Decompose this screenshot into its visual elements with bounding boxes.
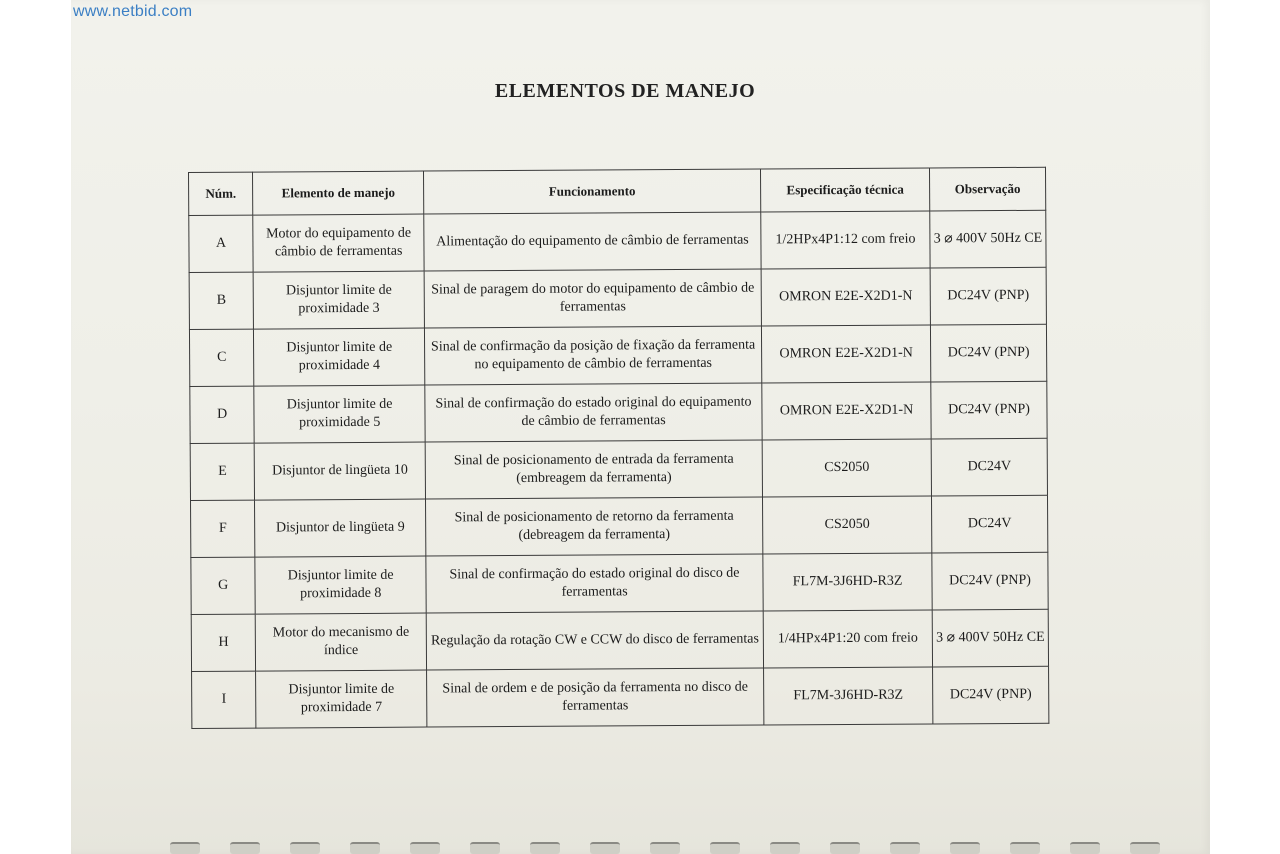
cell-elemento: Disjuntor limite de proximidade 5 xyxy=(254,385,425,443)
cell-observacao: DC24V xyxy=(932,495,1048,553)
watermark-text: www.netbid.com xyxy=(73,3,193,20)
table-row xyxy=(189,267,1046,329)
cell-observacao: 3 ⌀ 400V 50Hz CE xyxy=(932,609,1048,667)
cell-elemento: Disjuntor limite de proximidade 8 xyxy=(255,556,426,614)
table-row xyxy=(192,666,1049,728)
cell-num: C xyxy=(189,329,254,386)
cell-funcionamento: Sinal de paragem do motor do equipamento de câmbio de ferramentas xyxy=(424,269,761,328)
cell-funcionamento: Sinal de posicionamento de entrada da ferramenta (embreagem da ferramenta) xyxy=(425,440,762,499)
cell-num: H xyxy=(191,614,256,671)
cell-funcionamento: Sinal de confirmação do estado original do disco de ferramentas xyxy=(426,554,763,613)
cell-especificacao: 1/2HPx4P1:12 com freio xyxy=(761,211,930,269)
cell-observacao: DC24V (PNP) xyxy=(932,552,1048,610)
cell-num: F xyxy=(191,500,256,557)
cell-elemento: Motor do equipamento de câmbio de ferramentas xyxy=(253,214,424,272)
cell-especificacao: OMRON E2E-X2D1-N xyxy=(762,382,931,440)
table-container xyxy=(188,167,1051,729)
cell-especificacao: FL7M-3J6HD-R3Z xyxy=(763,553,932,611)
table-row xyxy=(189,210,1046,272)
cell-elemento: Disjuntor de lingüeta 10 xyxy=(254,442,425,500)
cell-observacao: DC24V (PNP) xyxy=(930,267,1046,325)
cell-num: E xyxy=(190,443,255,500)
header-observacao: Observação xyxy=(930,167,1046,211)
cell-especificacao: OMRON E2E-X2D1-N xyxy=(761,268,930,326)
cell-funcionamento: Alimentação do equipamento de câmbio de ferramentas xyxy=(424,212,761,271)
cell-especificacao: CS2050 xyxy=(763,496,932,554)
controls-table xyxy=(188,167,1049,729)
header-funcionamento: Funcionamento xyxy=(424,169,761,214)
cell-observacao: 3 ⌀ 400V 50Hz CE xyxy=(930,210,1046,268)
cell-num: A xyxy=(189,215,254,272)
cell-elemento: Disjuntor limite de proximidade 3 xyxy=(253,271,424,329)
table-row xyxy=(191,609,1048,671)
header-especificacao: Especificação técnica xyxy=(761,168,930,212)
cell-especificacao: FL7M-3J6HD-R3Z xyxy=(764,667,933,725)
cell-num: I xyxy=(192,671,257,728)
cell-num: D xyxy=(190,386,255,443)
cell-funcionamento: Sinal de confirmação do estado original do equipamento de câmbio de ferramentas xyxy=(425,383,762,442)
cell-funcionamento: Regulação da rotação CW e CCW do disco de ferramentas xyxy=(426,611,763,670)
table-header-row xyxy=(189,167,1046,215)
table-row xyxy=(190,381,1047,443)
cell-especificacao: CS2050 xyxy=(762,439,931,497)
cell-observacao: DC24V (PNP) xyxy=(931,381,1047,439)
header-num: Núm. xyxy=(189,172,254,215)
cell-funcionamento: Sinal de posicionamento de retorno da ferramenta (debreagem da ferramenta) xyxy=(426,497,763,556)
document-title: ELEMENTOS DE MANEJO xyxy=(494,80,756,102)
cell-elemento: Motor do mecanismo de índice xyxy=(256,613,427,671)
header-elemento: Elemento de manejo xyxy=(253,171,424,215)
cell-funcionamento: Sinal de ordem e de posição da ferramenta no disco de ferramentas xyxy=(427,668,764,727)
table-row xyxy=(189,324,1046,386)
spiral-binding xyxy=(170,836,1210,854)
cell-observacao: DC24V (PNP) xyxy=(930,324,1046,382)
table-row xyxy=(191,552,1048,614)
document-sheet xyxy=(71,0,1210,854)
cell-especificacao: OMRON E2E-X2D1-N xyxy=(761,325,930,383)
table-row xyxy=(191,495,1048,557)
cell-funcionamento: Sinal de confirmação da posição de fixação da ferramenta no equipamento de câmbio de ferramentas xyxy=(425,326,762,385)
cell-elemento: Disjuntor limite de proximidade 4 xyxy=(254,328,425,386)
cell-elemento: Disjuntor limite de proximidade 7 xyxy=(256,670,427,728)
cell-elemento: Disjuntor de lingüeta 9 xyxy=(255,499,426,557)
cell-num: B xyxy=(189,272,254,329)
table-row xyxy=(190,438,1047,500)
cell-observacao: DC24V (PNP) xyxy=(933,666,1049,724)
cell-num: G xyxy=(191,557,256,614)
cell-especificacao: 1/4HPx4P1:20 com freio xyxy=(763,610,932,668)
cell-observacao: DC24V xyxy=(931,438,1047,496)
